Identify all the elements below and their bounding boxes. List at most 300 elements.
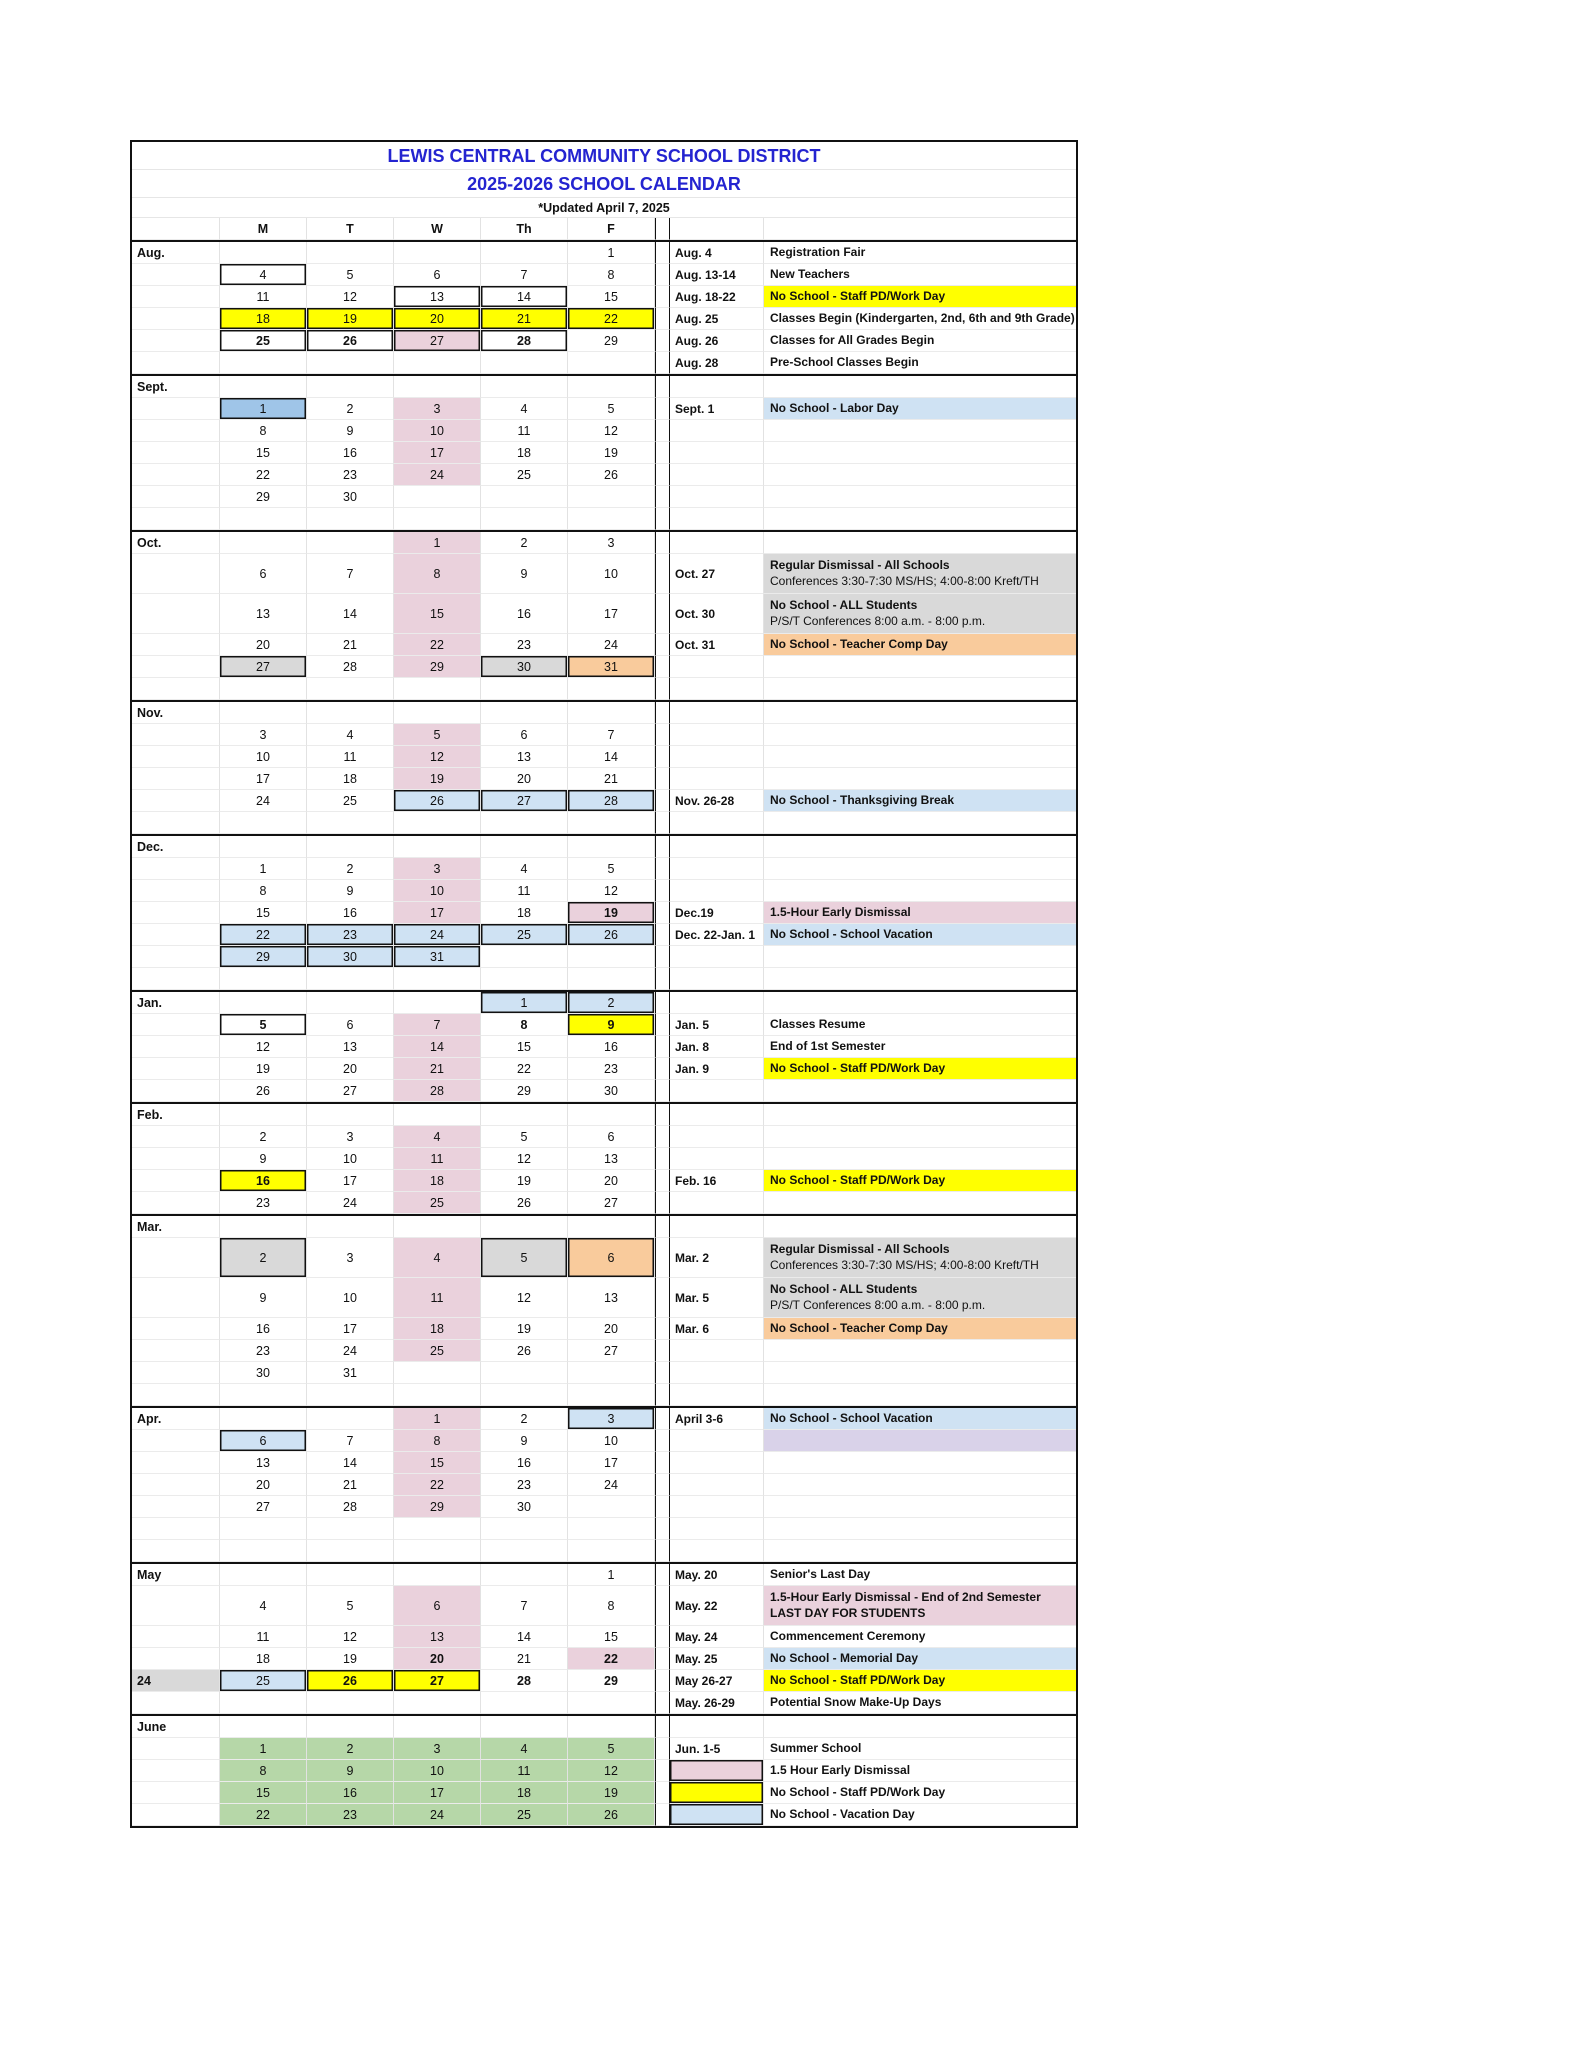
day-cell: 23	[307, 464, 394, 486]
day-cell: 19	[481, 1170, 568, 1192]
event-date	[670, 420, 764, 442]
month-label: 24	[132, 1670, 220, 1692]
day-cell: 8	[394, 554, 481, 594]
day-cell	[568, 1540, 655, 1562]
day-cell: 1	[394, 532, 481, 554]
day-cell: 9	[307, 880, 394, 902]
event-text-line: LAST DAY FOR STUDENTS	[770, 1605, 926, 1620]
day-cell: 6	[568, 1238, 655, 1278]
calendar-row	[132, 724, 1076, 746]
column-divider	[655, 1496, 670, 1518]
day-cell: 1	[220, 858, 307, 880]
day-cell: 2	[307, 1738, 394, 1760]
event-text-line: No School - Vacation Day	[770, 1806, 915, 1821]
event-text-line: No School - Staff PD/Work Day	[770, 1672, 946, 1687]
day-cell: 3	[394, 858, 481, 880]
day-cell	[307, 678, 394, 700]
day-cell: 28	[568, 790, 655, 812]
column-divider	[655, 286, 670, 308]
column-divider	[655, 812, 670, 834]
column-divider	[655, 376, 670, 398]
day-cell	[394, 352, 481, 374]
day-cell: 11	[220, 286, 307, 308]
event-date: Aug. 25	[670, 308, 764, 330]
day-cell: 26	[568, 464, 655, 486]
day-cell: 11	[394, 1148, 481, 1170]
day-cell	[568, 1692, 655, 1714]
day-cell: 27	[481, 790, 568, 812]
calendar-row	[132, 464, 1076, 486]
day-cell: 28	[481, 1670, 568, 1692]
day-cell: 9	[568, 1014, 655, 1036]
event-description	[764, 1452, 1076, 1474]
day-cell	[220, 508, 307, 530]
day-cell	[307, 352, 394, 374]
day-cell	[307, 1104, 394, 1126]
column-divider	[655, 702, 670, 724]
day-cell: 27	[307, 1080, 394, 1102]
calendar-row	[132, 1518, 1076, 1540]
event-description	[764, 1430, 1076, 1452]
calendar-row	[132, 530, 1076, 554]
column-divider	[655, 746, 670, 768]
event-description	[764, 554, 1076, 594]
day-cell: 9	[481, 554, 568, 594]
day-cell: 30	[307, 486, 394, 508]
day-cell	[568, 1384, 655, 1406]
day-cell: 22	[220, 924, 307, 946]
column-divider	[655, 1760, 670, 1782]
column-divider	[655, 790, 670, 812]
month-label	[132, 486, 220, 508]
day-cell	[481, 376, 568, 398]
event-description	[764, 1278, 1076, 1318]
event-text-line: No School - School Vacation	[770, 926, 933, 941]
month-label	[132, 880, 220, 902]
calendar-row	[132, 1014, 1076, 1036]
day-cell: 13	[220, 1452, 307, 1474]
day-cell: 27	[394, 330, 481, 352]
day-cell: 8	[568, 264, 655, 286]
calendar-row	[132, 700, 1076, 724]
day-cell: 11	[307, 746, 394, 768]
month-label	[132, 1340, 220, 1362]
month-label	[132, 1496, 220, 1518]
event-text-line: P/S/T Conferences 8:00 a.m. - 8:00 p.m.	[770, 1297, 986, 1312]
day-cell: 21	[394, 1058, 481, 1080]
month-label: Nov.	[132, 702, 220, 724]
event-date: Jun. 1-5	[670, 1738, 764, 1760]
day-cell: 20	[394, 308, 481, 330]
day-cell: 25	[481, 464, 568, 486]
event-text-line: Classes Resume	[770, 1016, 866, 1031]
calendar-row	[132, 442, 1076, 464]
event-description	[764, 634, 1076, 656]
event-date: Oct. 31	[670, 634, 764, 656]
calendar-row	[132, 240, 1076, 264]
event-description	[764, 1474, 1076, 1496]
event-date: Aug. 26	[670, 330, 764, 352]
day-cell: 20	[568, 1318, 655, 1340]
event-date	[670, 836, 764, 858]
event-description	[764, 1782, 1076, 1804]
day-cell	[568, 1104, 655, 1126]
event-date	[670, 1104, 764, 1126]
month-label	[132, 218, 220, 240]
column-divider	[655, 724, 670, 746]
event-description	[764, 678, 1076, 700]
day-cell: 25	[220, 1670, 307, 1692]
day-cell: 1	[568, 1564, 655, 1586]
day-cell	[568, 352, 655, 374]
column-divider	[655, 902, 670, 924]
day-cell: 7	[307, 1430, 394, 1452]
day-cell: 20	[307, 1058, 394, 1080]
event-description	[764, 264, 1076, 286]
calendar-row	[132, 1738, 1076, 1760]
event-date: Aug. 28	[670, 352, 764, 374]
day-cell: 12	[568, 1760, 655, 1782]
day-cell: 19	[568, 1782, 655, 1804]
day-cell: 1	[394, 1408, 481, 1430]
day-cell	[220, 1216, 307, 1238]
day-cell: 22	[394, 1474, 481, 1496]
month-label: Oct.	[132, 532, 220, 554]
month-label	[132, 1238, 220, 1278]
day-cell: 29	[220, 946, 307, 968]
column-divider	[655, 1474, 670, 1496]
calendar-row	[132, 1126, 1076, 1148]
calendar-row	[132, 834, 1076, 858]
day-cell: 19	[220, 1058, 307, 1080]
event-text-line: Registration Fair	[770, 244, 866, 259]
event-text-line: No School - Labor Day	[770, 400, 899, 415]
day-cell	[394, 1384, 481, 1406]
day-cell: 18	[394, 1170, 481, 1192]
day-cell: 23	[481, 1474, 568, 1496]
day-cell: 15	[568, 286, 655, 308]
day-cell: 24	[307, 1192, 394, 1214]
calendar-row	[132, 1430, 1076, 1452]
column-divider	[655, 1148, 670, 1170]
calendar-row	[132, 1648, 1076, 1670]
event-description	[764, 1104, 1076, 1126]
day-cell: 3	[220, 724, 307, 746]
day-cell: T	[307, 218, 394, 240]
day-cell: 23	[220, 1340, 307, 1362]
day-cell	[481, 702, 568, 724]
day-cell: 16	[307, 1782, 394, 1804]
day-cell	[568, 702, 655, 724]
day-cell	[220, 1716, 307, 1738]
day-cell: 3	[394, 398, 481, 420]
event-date	[670, 812, 764, 834]
day-cell	[568, 1518, 655, 1540]
month-label	[132, 1318, 220, 1340]
column-divider	[655, 1318, 670, 1340]
day-cell: 29	[394, 1496, 481, 1518]
day-cell: 1	[568, 242, 655, 264]
day-cell	[481, 352, 568, 374]
day-cell: 26	[481, 1340, 568, 1362]
day-cell: 24	[394, 924, 481, 946]
calendar-row	[132, 330, 1076, 352]
event-date: May. 20	[670, 1564, 764, 1586]
calendar-row	[132, 352, 1076, 374]
event-date: May. 24	[670, 1626, 764, 1648]
day-cell: 31	[568, 656, 655, 678]
day-cell: 4	[394, 1238, 481, 1278]
day-cell: 8	[220, 880, 307, 902]
event-date: Sept. 1	[670, 398, 764, 420]
day-cell: 12	[568, 420, 655, 442]
event-date	[670, 656, 764, 678]
day-cell	[481, 1540, 568, 1562]
day-cell: 20	[220, 634, 307, 656]
day-cell: 5	[481, 1238, 568, 1278]
day-cell	[307, 532, 394, 554]
calendar-row	[132, 1540, 1076, 1562]
day-cell: 20	[394, 1648, 481, 1670]
day-cell	[307, 1540, 394, 1562]
day-cell	[481, 1692, 568, 1714]
day-cell: 26	[220, 1080, 307, 1102]
day-cell: 2	[307, 858, 394, 880]
event-text-line: Classes Begin (Kindergarten, 2nd, 6th and 9th Grade)	[770, 310, 1075, 325]
day-cell: 6	[394, 264, 481, 286]
day-cell: 21	[307, 1474, 394, 1496]
event-description	[764, 1192, 1076, 1214]
event-date	[670, 1192, 764, 1214]
day-cell: 19	[307, 1648, 394, 1670]
month-label	[132, 1474, 220, 1496]
day-cell: 16	[220, 1170, 307, 1192]
day-cell: 25	[481, 1804, 568, 1826]
day-cell: 31	[394, 946, 481, 968]
event-date	[670, 858, 764, 880]
day-cell	[394, 508, 481, 530]
event-description	[764, 746, 1076, 768]
day-cell: 13	[394, 286, 481, 308]
day-cell: 2	[220, 1238, 307, 1278]
day-cell: 29	[568, 330, 655, 352]
column-divider	[655, 352, 670, 374]
day-cell	[394, 1540, 481, 1562]
day-cell	[394, 678, 481, 700]
column-divider	[655, 1518, 670, 1540]
month-label	[132, 442, 220, 464]
day-cell: 15	[394, 594, 481, 634]
column-divider	[655, 836, 670, 858]
month-label	[132, 1036, 220, 1058]
day-cell: 12	[481, 1278, 568, 1318]
month-label	[132, 746, 220, 768]
day-cell: 18	[481, 1782, 568, 1804]
day-cell	[394, 992, 481, 1014]
legend-swatch	[670, 1760, 764, 1782]
day-cell: 7	[481, 1586, 568, 1626]
event-description	[764, 352, 1076, 374]
day-cell: 21	[481, 1648, 568, 1670]
day-cell: 25	[220, 330, 307, 352]
month-label	[132, 1692, 220, 1714]
day-cell: 28	[307, 656, 394, 678]
calendar-row	[132, 508, 1076, 530]
day-cell	[307, 702, 394, 724]
day-cell: 18	[481, 902, 568, 924]
calendar-row	[132, 1782, 1076, 1804]
day-cell: 11	[394, 1278, 481, 1318]
month-label	[132, 902, 220, 924]
event-description	[764, 946, 1076, 968]
day-cell	[568, 486, 655, 508]
column-divider	[655, 1670, 670, 1692]
month-label	[132, 1148, 220, 1170]
column-divider	[655, 1540, 670, 1562]
day-cell: 19	[394, 768, 481, 790]
event-date: Aug. 18-22	[670, 286, 764, 308]
day-cell	[481, 1362, 568, 1384]
event-date	[670, 880, 764, 902]
day-cell: 19	[481, 1318, 568, 1340]
month-label	[132, 464, 220, 486]
day-cell: 5	[568, 1738, 655, 1760]
day-cell: 24	[568, 634, 655, 656]
month-label	[132, 858, 220, 880]
day-cell: 14	[481, 286, 568, 308]
day-cell: 29	[394, 656, 481, 678]
event-description	[764, 508, 1076, 530]
calendar-row	[132, 1562, 1076, 1586]
day-cell: 6	[394, 1586, 481, 1626]
column-divider	[655, 1362, 670, 1384]
event-description	[764, 1586, 1076, 1626]
calendar-row	[132, 1670, 1076, 1692]
day-cell: 17	[568, 594, 655, 634]
column-divider	[655, 420, 670, 442]
event-text-line: No School - Thanksgiving Break	[770, 792, 955, 807]
event-text-line: 1.5-Hour Early Dismissal - End of 2nd Semester	[770, 1589, 1041, 1604]
day-cell: 15	[394, 1452, 481, 1474]
day-cell: 26	[481, 1192, 568, 1214]
day-cell: 26	[307, 1670, 394, 1692]
calendar-row	[132, 768, 1076, 790]
event-text-line: Potential Snow Make-Up Days	[770, 1694, 942, 1709]
legend-swatch	[670, 1804, 764, 1826]
column-divider	[655, 1716, 670, 1738]
day-cell	[394, 1716, 481, 1738]
month-label	[132, 554, 220, 594]
day-cell	[220, 1104, 307, 1126]
day-cell: 27	[220, 1496, 307, 1518]
event-text-line: No School - ALL Students	[770, 597, 918, 612]
calendar-row	[132, 634, 1076, 656]
month-label	[132, 594, 220, 634]
event-date	[670, 1452, 764, 1474]
event-date: Aug. 4	[670, 242, 764, 264]
day-cell	[568, 968, 655, 990]
day-cell: 13	[307, 1036, 394, 1058]
day-cell: 2	[220, 1126, 307, 1148]
day-cell: 6	[568, 1126, 655, 1148]
day-cell	[394, 702, 481, 724]
event-description	[764, 242, 1076, 264]
column-divider	[655, 1036, 670, 1058]
event-date	[670, 1362, 764, 1384]
event-text-line: End of 1st Semester	[770, 1038, 886, 1053]
day-cell: 16	[481, 594, 568, 634]
day-cell: 2	[481, 1408, 568, 1430]
day-cell: 5	[307, 1586, 394, 1626]
column-divider	[655, 1782, 670, 1804]
day-cell	[220, 836, 307, 858]
day-cell: 21	[307, 634, 394, 656]
day-cell: 13	[481, 746, 568, 768]
day-cell: 29	[220, 486, 307, 508]
event-description	[764, 464, 1076, 486]
day-cell	[307, 968, 394, 990]
day-cell: 26	[394, 790, 481, 812]
day-cell: 10	[568, 554, 655, 594]
day-cell	[220, 968, 307, 990]
day-cell: 17	[220, 768, 307, 790]
day-cell: 10	[220, 746, 307, 768]
day-cell: 4	[481, 398, 568, 420]
event-description	[764, 330, 1076, 352]
day-cell: 12	[307, 286, 394, 308]
event-description	[764, 1384, 1076, 1406]
calendar-row	[132, 1760, 1076, 1782]
day-cell: 27	[568, 1192, 655, 1214]
event-date: Mar. 6	[670, 1318, 764, 1340]
event-description	[764, 1058, 1076, 1080]
day-cell: 17	[394, 902, 481, 924]
day-cell	[481, 812, 568, 834]
day-cell	[220, 1692, 307, 1714]
month-label	[132, 330, 220, 352]
event-description	[764, 656, 1076, 678]
event-description	[764, 724, 1076, 746]
column-divider	[655, 308, 670, 330]
calendar-row	[132, 1278, 1076, 1318]
calendar-row	[132, 1586, 1076, 1626]
day-cell: 20	[220, 1474, 307, 1496]
day-cell: 11	[481, 880, 568, 902]
day-cell: M	[220, 218, 307, 240]
column-divider	[655, 1278, 670, 1318]
day-cell: 6	[481, 724, 568, 746]
day-cell: 6	[307, 1014, 394, 1036]
day-cell	[568, 836, 655, 858]
calendar-row	[132, 1626, 1076, 1648]
event-date	[670, 724, 764, 746]
calendar-row	[132, 1362, 1076, 1384]
day-cell: 20	[568, 1170, 655, 1192]
day-cell	[307, 992, 394, 1014]
month-label	[132, 508, 220, 530]
day-cell: 25	[394, 1340, 481, 1362]
event-text-line: Summer School	[770, 1740, 862, 1755]
event-description	[764, 376, 1076, 398]
event-text-line: New Teachers	[770, 266, 850, 281]
event-date	[670, 1080, 764, 1102]
calendar-row	[132, 486, 1076, 508]
event-description	[764, 790, 1076, 812]
day-cell	[481, 1104, 568, 1126]
calendar-row	[132, 374, 1076, 398]
month-label	[132, 634, 220, 656]
month-label	[132, 1782, 220, 1804]
